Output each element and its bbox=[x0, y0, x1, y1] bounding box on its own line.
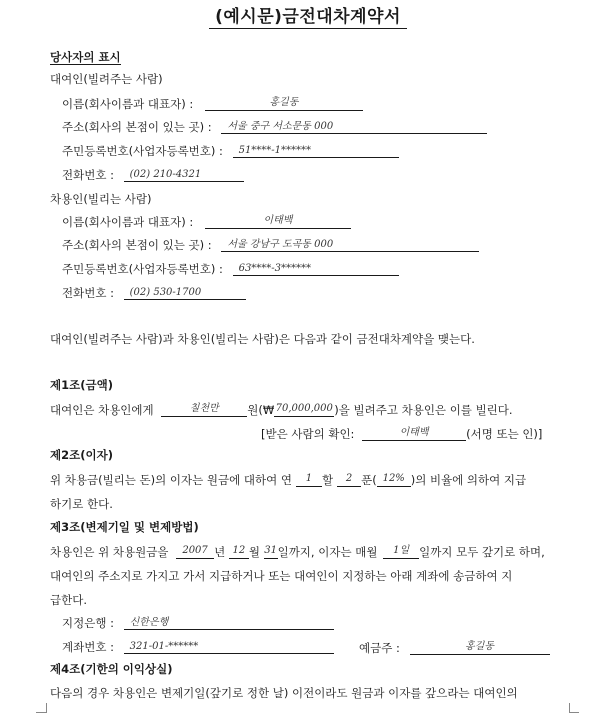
borrower-label: 차용인(빌리는 사람) bbox=[50, 192, 152, 206]
interest-percent-field[interactable]: 12% bbox=[377, 472, 411, 487]
bank-row: 지정은행 : 신한은행 bbox=[62, 616, 334, 630]
article-3-heading: 제3조(변제기일 및 변제방법) bbox=[50, 520, 199, 534]
article-2-heading: 제2조(이자) bbox=[50, 448, 113, 462]
parties-heading: 당사자의 표시 bbox=[50, 50, 121, 64]
borrower-address-field[interactable]: 서울 강남구 도곡동 000 bbox=[221, 238, 479, 252]
borrower-address-row: 주소(회사의 본점이 있는 곳) : 서울 강남구 도곡동 000 bbox=[62, 238, 479, 252]
borrower-phone-row: 전화번호 : (02) 530-1700 bbox=[62, 286, 246, 300]
borrower-id-field[interactable]: 63****-3****** bbox=[233, 262, 399, 276]
interest-tenths-field[interactable]: 1 bbox=[296, 472, 322, 487]
interest-pay-day-field[interactable]: 1일 bbox=[383, 544, 419, 559]
receipt-confirm-row: [받은 사람의 확인: 이태백 (서명 또는 인)] bbox=[261, 427, 543, 441]
loan-amount-number-field[interactable]: 70,000,000 bbox=[274, 402, 334, 417]
lender-phone-row: 전화번호 : (02) 210-4321 bbox=[62, 168, 244, 182]
lender-id-row: 주민등록번호(사업자등록번호) : 51****-1****** bbox=[62, 144, 399, 158]
bank-field[interactable]: 신한은행 bbox=[124, 616, 334, 630]
article-4-line-1: 다음의 경우 차용인은 변제기일(갚기로 정한 날) 이전이라도 원금과 이자를 갚으라는 대여인의 bbox=[50, 686, 518, 700]
holder-row: 예금주 : 홍길동 bbox=[359, 640, 550, 655]
repay-day-field[interactable]: 31 bbox=[264, 544, 278, 559]
lender-address-row: 주소(회사의 본점이 있는 곳) : 서울 중구 서소문동 000 bbox=[62, 120, 487, 134]
article-3-line-1: 차용인은 위 차용원금을 2007 년 12 월 31일까지, 이자는 매월 1일 일까지 모두 갚기로 하며, bbox=[50, 545, 545, 559]
lender-label: 대여인(빌려주는 사람) bbox=[50, 72, 163, 86]
holder-field[interactable]: 홍길동 bbox=[410, 640, 550, 655]
lender-phone-field[interactable]: (02) 210-4321 bbox=[124, 168, 244, 182]
receipt-confirm-field[interactable]: 이태백 bbox=[362, 426, 466, 441]
account-field[interactable]: 321-01-****** bbox=[124, 640, 334, 654]
crop-mark-left-h bbox=[36, 712, 46, 713]
intro-text: 대여인(빌려주는 사람)과 차용인(빌리는 사람)은 다음과 같이 금전대차계약을 맺는다. bbox=[50, 332, 475, 346]
article-3-line-2: 대여인의 주소지로 가지고 가서 지급하거나 또는 대여인이 지정하는 아래 계좌에 송금하여 지 bbox=[50, 569, 513, 583]
article-2-line-1: 위 차용금(빌리는 돈)의 이자는 원금에 대하여 연 1 할 2 푼( 12% )의 비율에 의하여 지급 bbox=[50, 473, 527, 487]
article-1-line: 대여인은 차용인에게 칠천만 원(₩70,000,000)을 빌려주고 차용인은 이를 빌린다. bbox=[50, 403, 513, 417]
article-1-heading: 제1조(금액) bbox=[50, 378, 113, 392]
borrower-name-row: 이름(회사이름과 대표자) : 이태백 bbox=[62, 214, 351, 229]
borrower-phone-field[interactable]: (02) 530-1700 bbox=[124, 286, 246, 300]
interest-hundredths-field[interactable]: 2 bbox=[337, 472, 361, 487]
lender-address-field[interactable]: 서울 중구 서소문동 000 bbox=[221, 120, 487, 134]
crop-mark-right-h bbox=[569, 712, 579, 713]
article-3-line-3: 급한다. bbox=[50, 593, 87, 607]
repay-month-field[interactable]: 12 bbox=[229, 544, 249, 559]
loan-amount-korean-field[interactable]: 칠천만 bbox=[161, 402, 247, 417]
borrower-id-row: 주민등록번호(사업자등록번호) : 63****-3****** bbox=[62, 262, 399, 276]
lender-id-field[interactable]: 51****-1****** bbox=[233, 144, 399, 158]
lender-name-field[interactable]: 홍길동 bbox=[205, 96, 363, 111]
lender-name-row: 이름(회사이름과 대표자) : 홍길동 bbox=[62, 96, 363, 111]
document-title: (예시문)금전대차계약서 bbox=[0, 2, 616, 27]
account-row: 계좌번호 : 321-01-****** bbox=[62, 640, 334, 654]
article-2-line-2: 하기로 한다. bbox=[50, 497, 113, 511]
article-4-heading: 제4조(기한의 이익상실) bbox=[50, 662, 173, 676]
borrower-name-field[interactable]: 이태백 bbox=[205, 214, 351, 229]
repay-year-field[interactable]: 2007 bbox=[176, 544, 214, 559]
